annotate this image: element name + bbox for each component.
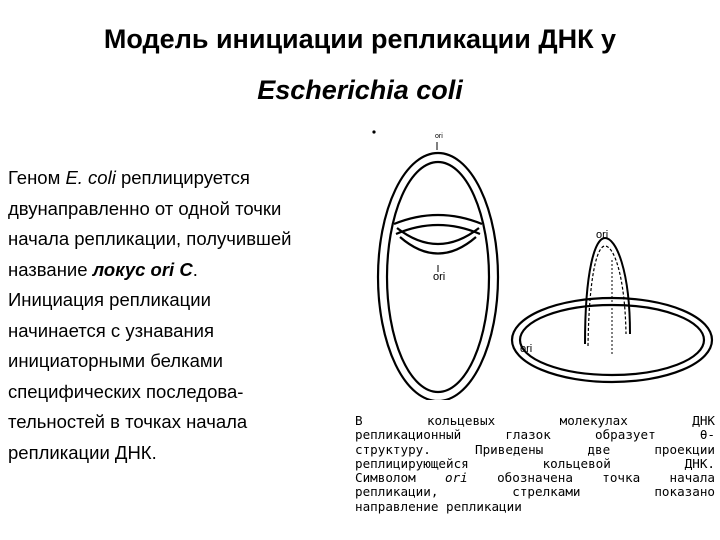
slide-title-line2: Escherichia coli — [257, 75, 463, 105]
body-text-locus: локус ori C — [92, 258, 193, 280]
body-text-italic: E. coli — [65, 167, 116, 188]
ori-label-bottom: ori — [520, 343, 533, 355]
caption-line-5-ori: ori — [445, 470, 468, 486]
dot-mark — [372, 130, 375, 133]
caption-line-1: В кольцевых молекулах ДНК — [355, 413, 715, 428]
caption-line-5-c: обозначена точка начала — [467, 470, 715, 486]
ori-label-right: ori — [596, 229, 609, 241]
ori-label-top: ori — [435, 133, 443, 140]
caption-line-6: репликации, стрелками показано — [355, 484, 715, 500]
caption-line-4: реплицирующейся кольцевой ДНК. — [355, 455, 715, 471]
theta-structure-projection — [512, 238, 712, 382]
body-text-part1: Геном — [8, 167, 66, 188]
caption-line-2: репликационный глазок образует θ- — [355, 427, 715, 443]
caption-line-5 — [355, 471, 715, 485]
ori-label-left: ori — [433, 271, 446, 283]
body-text-part2: реплицируется двунаправленно от одной точки начала репликации, получившей название — [8, 167, 292, 280]
replication-diagram — [340, 120, 720, 400]
caption-line-3: структуру. Приведены две проекции — [355, 441, 715, 457]
body-paragraph — [8, 163, 298, 468]
caption-line-5-a: Символом — [355, 470, 445, 486]
figure-caption — [355, 414, 715, 514]
body-text-part3: . Инициация репликации начинается с узнавания инициаторными белками специфических последова-тельностей в точках начала репликации ДНК. — [8, 258, 248, 463]
caption-line-7: направление репликации — [355, 498, 522, 514]
slide-title-line1: Модель инициации репликации ДНК у — [103, 24, 617, 54]
